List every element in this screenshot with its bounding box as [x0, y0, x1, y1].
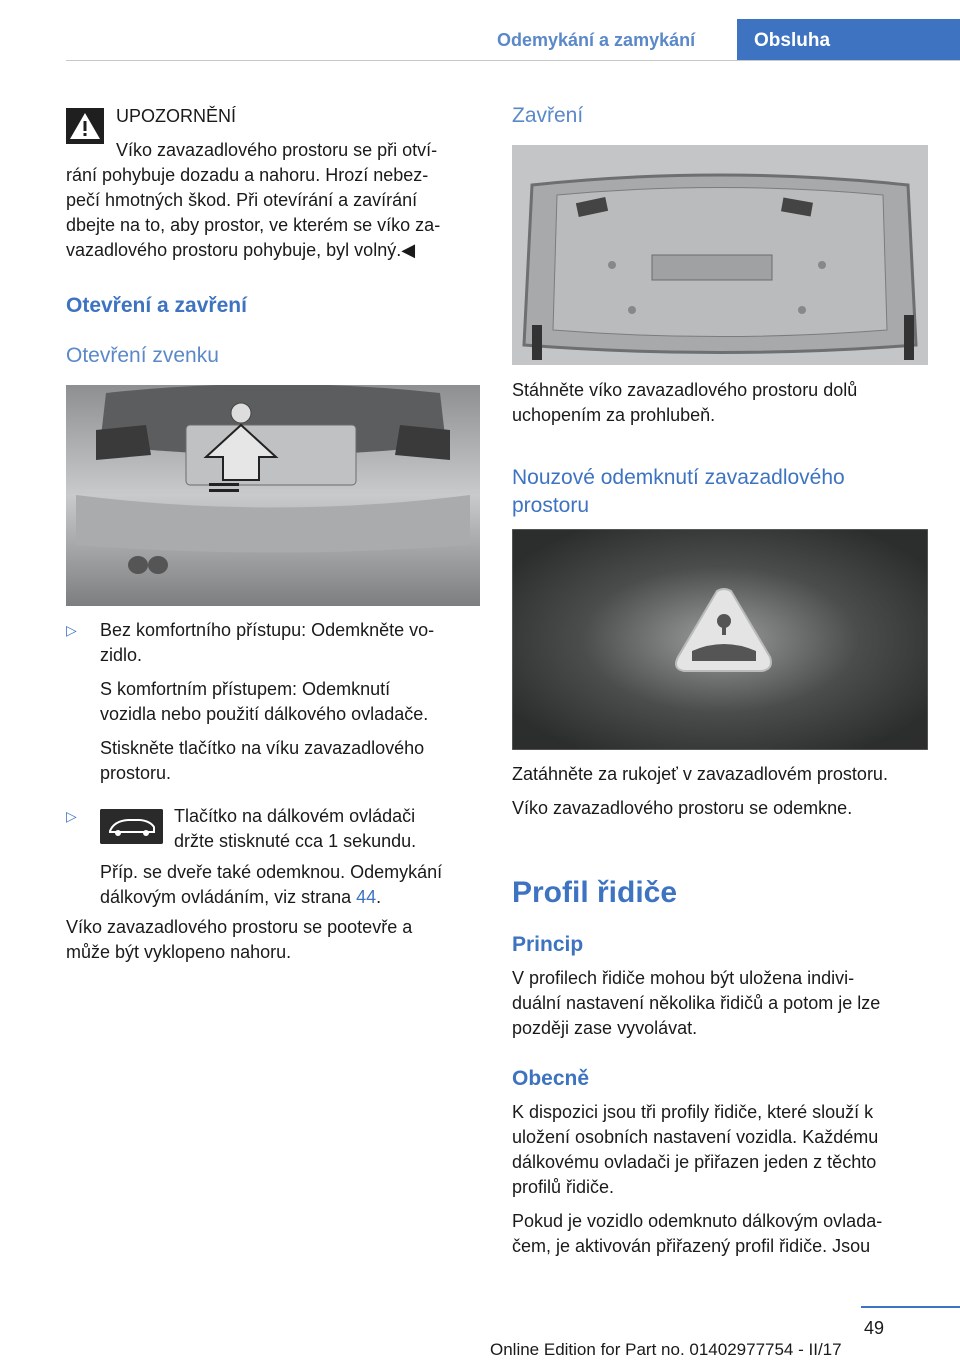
emergency-heading — [512, 464, 942, 520]
principle-line: později zase vyvolávat. — [512, 1018, 698, 1038]
closing-line: může být vyklopeno nahoru. — [66, 942, 292, 962]
warning-line: rání pohybuje dozadu a nahoru. Hrozí nebez‐ — [66, 165, 429, 185]
warning-line: vazadlového prostoru pohybuje, byl volný.◀ — [66, 240, 416, 260]
bullet2-p2-line2 — [100, 885, 490, 910]
bullet1-line: zidlo. — [100, 645, 143, 665]
emergency-text — [512, 762, 952, 821]
emergency-p2: Víko zavazadlového prostoru se odemkne. — [512, 798, 853, 818]
page-reference-link[interactable]: 44 — [356, 887, 377, 907]
principle-paragraph — [512, 966, 952, 1041]
close-line: uchopením za prohlubeň. — [512, 405, 716, 425]
general2-line: Pokud je vozidlo odemknuto dálkovým ovlada‐ — [512, 1211, 883, 1231]
remote-trunk-button-icon — [100, 809, 163, 844]
bullet1-p3-line: Stiskněte tlačítko na víku zavazadlového — [100, 738, 425, 758]
header-section-title: Odemykání a zamykání — [497, 30, 696, 50]
bullet-item-1 — [100, 618, 480, 786]
emergency-p1: Zatáhněte za rukojeť v zavazadlovém prostoru. — [512, 764, 888, 784]
bullet-marker: ▷ — [66, 622, 77, 638]
header-tab-obsluha: Obsluha — [737, 19, 960, 61]
general-paragraph — [512, 1100, 952, 1259]
car-rear-illustration — [66, 385, 480, 606]
principle-line: duální nastavení několika řidičů a potom je lze — [512, 993, 881, 1013]
warning-block — [66, 104, 486, 263]
heading-general: Obecně — [512, 1067, 590, 1090]
warning-line: pečí hmotných škod. Při otevírání a zavírání — [66, 190, 418, 210]
close-paragraph — [512, 378, 942, 428]
close-line: Stáhněte víko zavazadlového prostoru dolů — [512, 380, 858, 400]
emergency-heading-line: Nouzové odemknutí zavazadlového — [512, 466, 845, 489]
closing-paragraph — [66, 915, 486, 965]
general2-line: čem, je aktivován přiřazený profil řidiče. Jsou — [512, 1236, 871, 1256]
bullet2-p2-text: dálkovým ovládáním, viz strana — [100, 887, 357, 907]
emergency-release-handle-illustration — [512, 529, 928, 750]
warning-title: UPOZORNĚNÍ — [116, 106, 237, 126]
bullet1-line: Bez komfortního přístupu: Odemkněte vo‐ — [100, 620, 435, 640]
warning-line: dbejte na to, aby prostor, ve kterém se víko za‐ — [66, 215, 441, 235]
bullet1-p2-line: vozidla nebo použití dálkového ovladače. — [100, 704, 429, 724]
general-line: dálkovému ovladači je přiřazen jeden z těchto — [512, 1152, 877, 1172]
heading-principle: Princip — [512, 933, 584, 956]
bullet2-line: Tlačítko na dálkovém ovládači — [174, 806, 416, 826]
bullet-marker: ▷ — [66, 808, 77, 824]
section-heading-open-close: Otevření a zavření — [66, 294, 247, 317]
emergency-heading-line: prostoru — [512, 494, 590, 517]
subheading-open-outside: Otevření zvenku — [66, 344, 219, 367]
page-number: 49 — [864, 1318, 885, 1338]
bullet2-line: držte stisknuté cca 1 sekundu. — [174, 831, 417, 851]
bullet-item-2 — [174, 804, 484, 854]
warning-line: Víko zavazadlového prostoru se při otví‐ — [116, 140, 438, 160]
bullet1-p3-line: prostoru. — [100, 763, 172, 783]
general-line: K dispozici jsou tři profily řidiče, které slouží k — [512, 1102, 874, 1122]
footer-divider — [861, 1306, 960, 1308]
edition-footer: Online Edition for Part no. 01402977754 - II/17 — [490, 1340, 842, 1359]
bullet2-p2-line: Příp. se dveře také odemknou. Odemykání — [100, 862, 443, 882]
bullet2-paragraph — [100, 860, 490, 910]
general-line: uložení osobních nastavení vozidla. Každému — [512, 1127, 879, 1147]
trunk-lid-inside-illustration — [512, 145, 928, 365]
bullet2-p2-end: . — [376, 887, 382, 907]
header-divider — [66, 60, 960, 61]
principle-line: V profilech řidiče mohou být uložena indivi‐ — [512, 968, 855, 988]
heading-driver-profile: Profil řidiče — [512, 876, 678, 909]
subheading-close: Zavření — [512, 104, 584, 127]
closing-line: Víko zavazadlového prostoru se pootevře a — [66, 917, 413, 937]
bullet1-p2-line: S komfortním přístupem: Odemknutí — [100, 679, 391, 699]
general-line: profilů řidiče. — [512, 1177, 615, 1197]
